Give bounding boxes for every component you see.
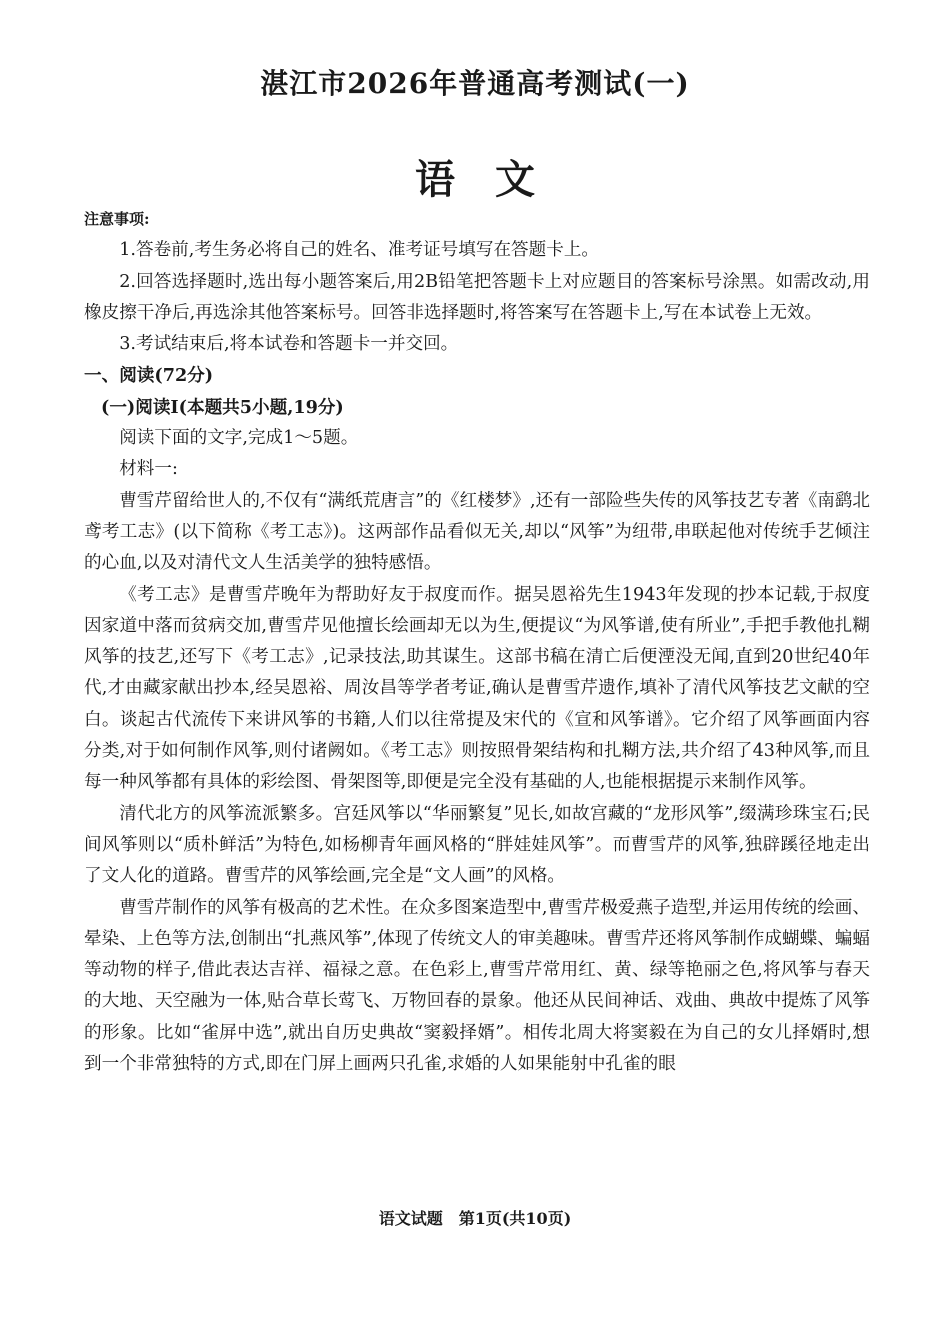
paragraph: 曹雪芹制作的风筝有极高的艺术性。在众多图案造型中,曹雪芹极爱燕子造型,并运用传统的绘画、晕染、上色等方法,创制出“扎燕风筝”,体现了传统文人的审美趣味。曹雪芹还将风筝制作成蝴蝶、蝙蝠等动物的样子,借此表达吉祥、福禄之意。在色彩上,曹雪芹常用红、黄、绿等艳丽之色,将风筝与春天的大地、天空融为一体,贴合草长莺飞、万物回春的景象。他还从民间神话、戏曲、典故中提炼了风筝的形象。比如“雀屏中选”,就出自历史典故“窦毅择婿”。相传北周大将窦毅在为自己的女儿择婿时,想到一个非常独特的方式,即在门屏上画两只孔雀,求婚的人如果能射中孔雀的眼 [84,897,870,1075]
subject-title: 语文 [415,156,575,203]
note-item-3: 3.考试结束后,将本试卷和答题卡一并交回。 [119,334,459,355]
notes-heading: 注意事项: [84,210,150,228]
page-body [84,204,870,1080]
material-label: 材料一: [119,459,178,480]
note-item-1: 1.答卷前,考生务必将自己的姓名、准考证号填写在答题卡上。 [119,240,600,261]
subsection-title: (一)阅读Ⅰ(本题共5小题,19分) [101,396,344,418]
exam-title: 湛江市2026年普通高考测试(一) [260,67,690,100]
note-item-2: 2.回答选择题时,选出每小题答案后,用2B铅笔把答题卡上对应题目的答案标号涂黑。如需改动,用橡皮擦干净后,再选涂其他答案标号。回答非选择题时,将答案写在答题卡上,写在本试卷上无效。 [84,271,870,323]
paragraph: 曹雪芹留给世人的,不仅有“满纸荒唐言”的《红楼梦》,还有一部险些失传的风筝技艺专著《南鹞北鸢考工志》(以下简称《考工志》)。这两部作品看似无关,却以“风筝”为纽带,串联起他对传统手艺倾注的心血,以及对清代文人生活美学的独特感悟。 [84,490,870,574]
reading-instruction: 阅读下面的文字,完成1～5题。 [119,428,359,449]
paragraph: 清代北方的风筝流派繁多。宫廷风筝以“华丽繁复”见长,如故宫藏的“龙形风筝”,缀满珍珠宝石;民间风筝则以“质朴鲜活”为特色,如杨柳青年画风格的“胖娃娃风筝”。而曹雪芹的风筝,独辟蹊径地走出了文人化的道路。曹雪芹的风筝绘画,完全是“文人画”的风格。 [84,803,870,887]
section-title: 一、阅读(72分) [84,365,214,387]
page-footer: 语文试题 第1页(共10页) [378,1209,572,1228]
paragraph: 《考工志》是曹雪芹晚年为帮助好友于叔度而作。据吴恩裕先生1943年发现的抄本记载,于叔度因家道中落而贫病交加,曹雪芹见他擅长绘画却无以为生,便提议“为风筝谱,使有所业”,手把手教他扎糊风筝的技艺,还写下《考工志》,记录技法,助其谋生。这部书稿在清亡后便湮没无闻,直到20世纪40年代,才由藏家献出抄本,经吴恩裕、周汝昌等学者考证,确认是曹雪芹遗作,填补了清代风筝技艺文献的空白。谈起古代流传下来讲风筝的书籍,人们以往常提及宋代的《宣和风筝谱》。它介绍了风筝画面内容分类,对于如何制作风筝,则付诸阙如。《考工志》则按照骨架结构和扎糊方法,共介绍了43种风筝,而且每一种风筝都有具体的彩绘图、骨架图等,即便是完全没有基础的人,也能根据提示来制作风筝。 [84,584,870,793]
